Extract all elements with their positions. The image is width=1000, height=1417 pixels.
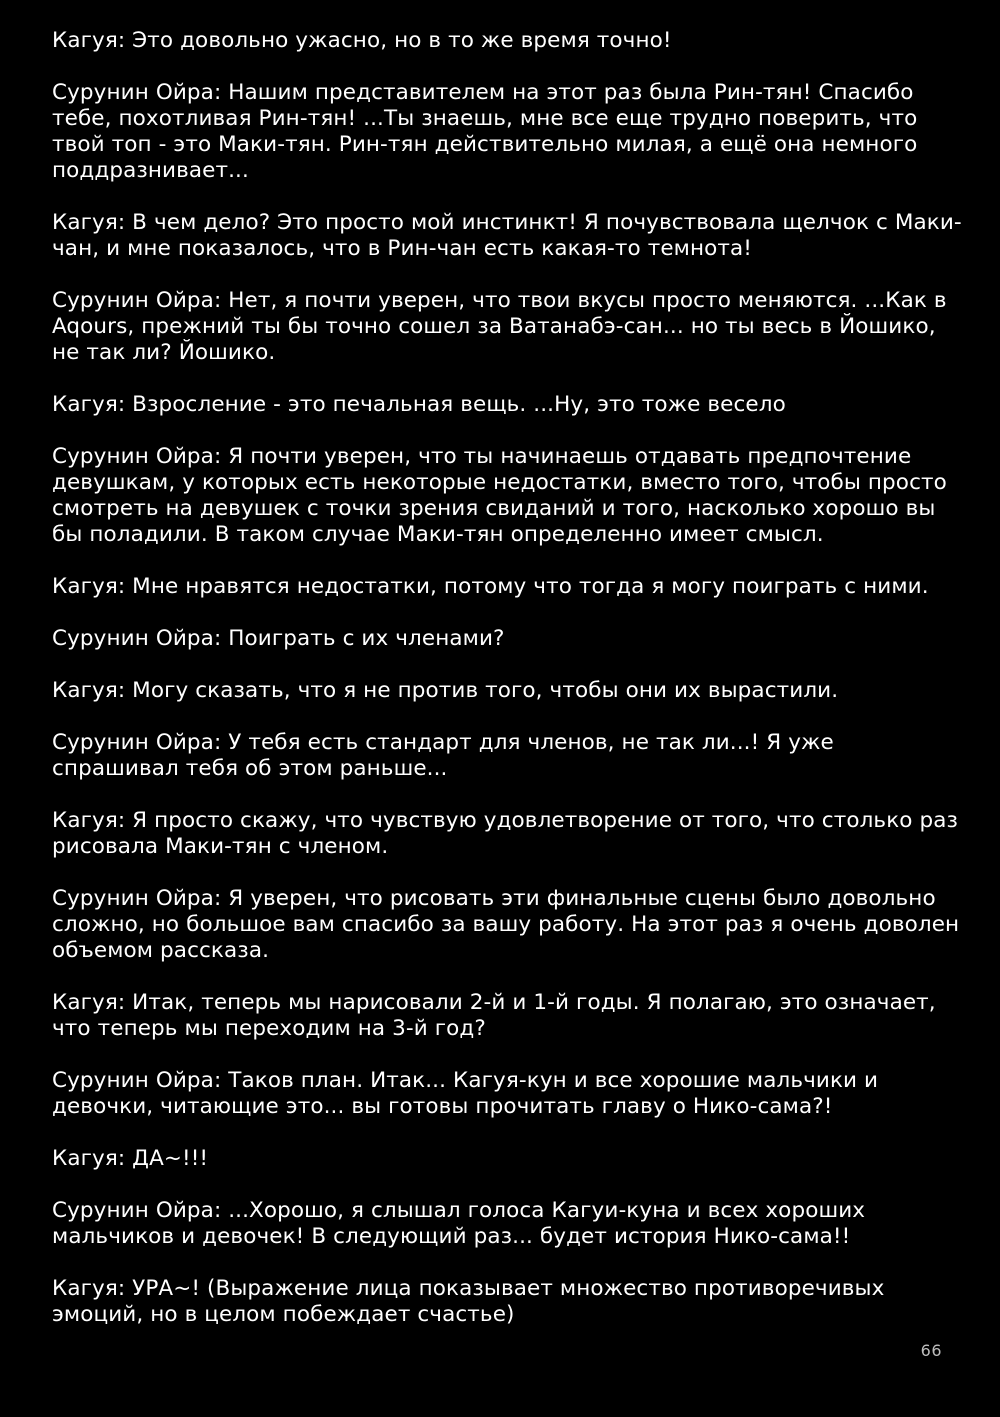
paragraph-16: Сурунин Ойра: ...Хорошо, я слышал голоса Кагуи-куна и всех хороших мальчиков и девочек! В следующий раз... будет история Нико-сама!!: [52, 1198, 866, 1249]
paragraph-9: Кагуя: Могу сказать, что я не против того, чтобы они их вырастили.: [52, 678, 839, 703]
paragraph-4: Сурунин Ойра: Нет, я почти уверен, что твои вкусы просто меняются. ...Как в Aqours, прежний ты бы точно сошел за Ватанабэ-сан... но ты весь в Йошико, не так ли? Йошико.: [52, 288, 947, 365]
paragraph-8: Сурунин Ойра: Поиграть с их членами?: [52, 626, 505, 651]
page-number: 66: [920, 1341, 942, 1360]
paragraph-15: Кагуя: ДА~!!!: [52, 1146, 209, 1171]
paragraph-3: Кагуя: В чем дело? Это просто мой инстинкт! Я почувствовала щелчок с Маки-чан, и мне показалось, что в Рин-чан есть какая-то темнота!: [52, 210, 962, 261]
paragraph-2: Сурунин Ойра: Нашим представителем на этот раз была Рин-тян! Спасибо тебе, похотливая Рин-тян! ...Ты знаешь, мне все еще трудно поверить, что твой топ - это Маки-тян. Рин-тян действительно милая, а ещё она немного поддразнивает...: [52, 80, 918, 183]
paragraph-13: Кагуя: Итак, теперь мы нарисовали 2-й и 1-й годы. Я полагаю, это означает, что теперь мы переходим на 3-й год?: [52, 990, 936, 1041]
paragraph-7: Кагуя: Мне нравятся недостатки, потому что тогда я могу поиграть с ними.: [52, 574, 929, 599]
paragraph-1: Кагуя: Это довольно ужасно, но в то же время точно!: [52, 28, 672, 53]
paragraph-14: Сурунин Ойра: Таков план. Итак... Кагуя-кун и все хорошие мальчики и девочки, читающие это... вы готовы прочитать главу о Нико-сама?!: [52, 1068, 879, 1119]
paragraph-10: Сурунин Ойра: У тебя есть стандарт для членов, не так ли...! Я уже спрашивал тебя об этом раньше...: [52, 730, 834, 781]
paragraph-12: Сурунин Ойра: Я уверен, что рисовать эти финальные сцены было довольно сложно, но большое вам спасибо за вашу работу. На этот раз я очень доволен объемом рассказа.: [52, 886, 960, 963]
paragraph-17: Кагуя: УРА~! (Выражение лица показывает множество противоречивых эмоций, но в целом побеждает счастье): [52, 1276, 885, 1327]
paragraph-11: Кагуя: Я просто скажу, что чувствую удовлетворение от того, что столько раз рисовала Маки-тян с членом.: [52, 808, 959, 859]
paragraph-6: Сурунин Ойра: Я почти уверен, что ты начинаешь отдавать предпочтение девушкам, у которых есть некоторые недостатки, вместо того, чтобы просто смотреть на девушек с точки зрения свиданий и того, насколько хорошо вы бы поладили. В таком случае Маки-тян определенно имеет смысл.: [52, 444, 947, 547]
afterword-text: [52, 28, 962, 1354]
paragraph-5: Кагуя: Взросление - это печальная вещь. ...Ну, это тоже весело: [52, 392, 786, 417]
